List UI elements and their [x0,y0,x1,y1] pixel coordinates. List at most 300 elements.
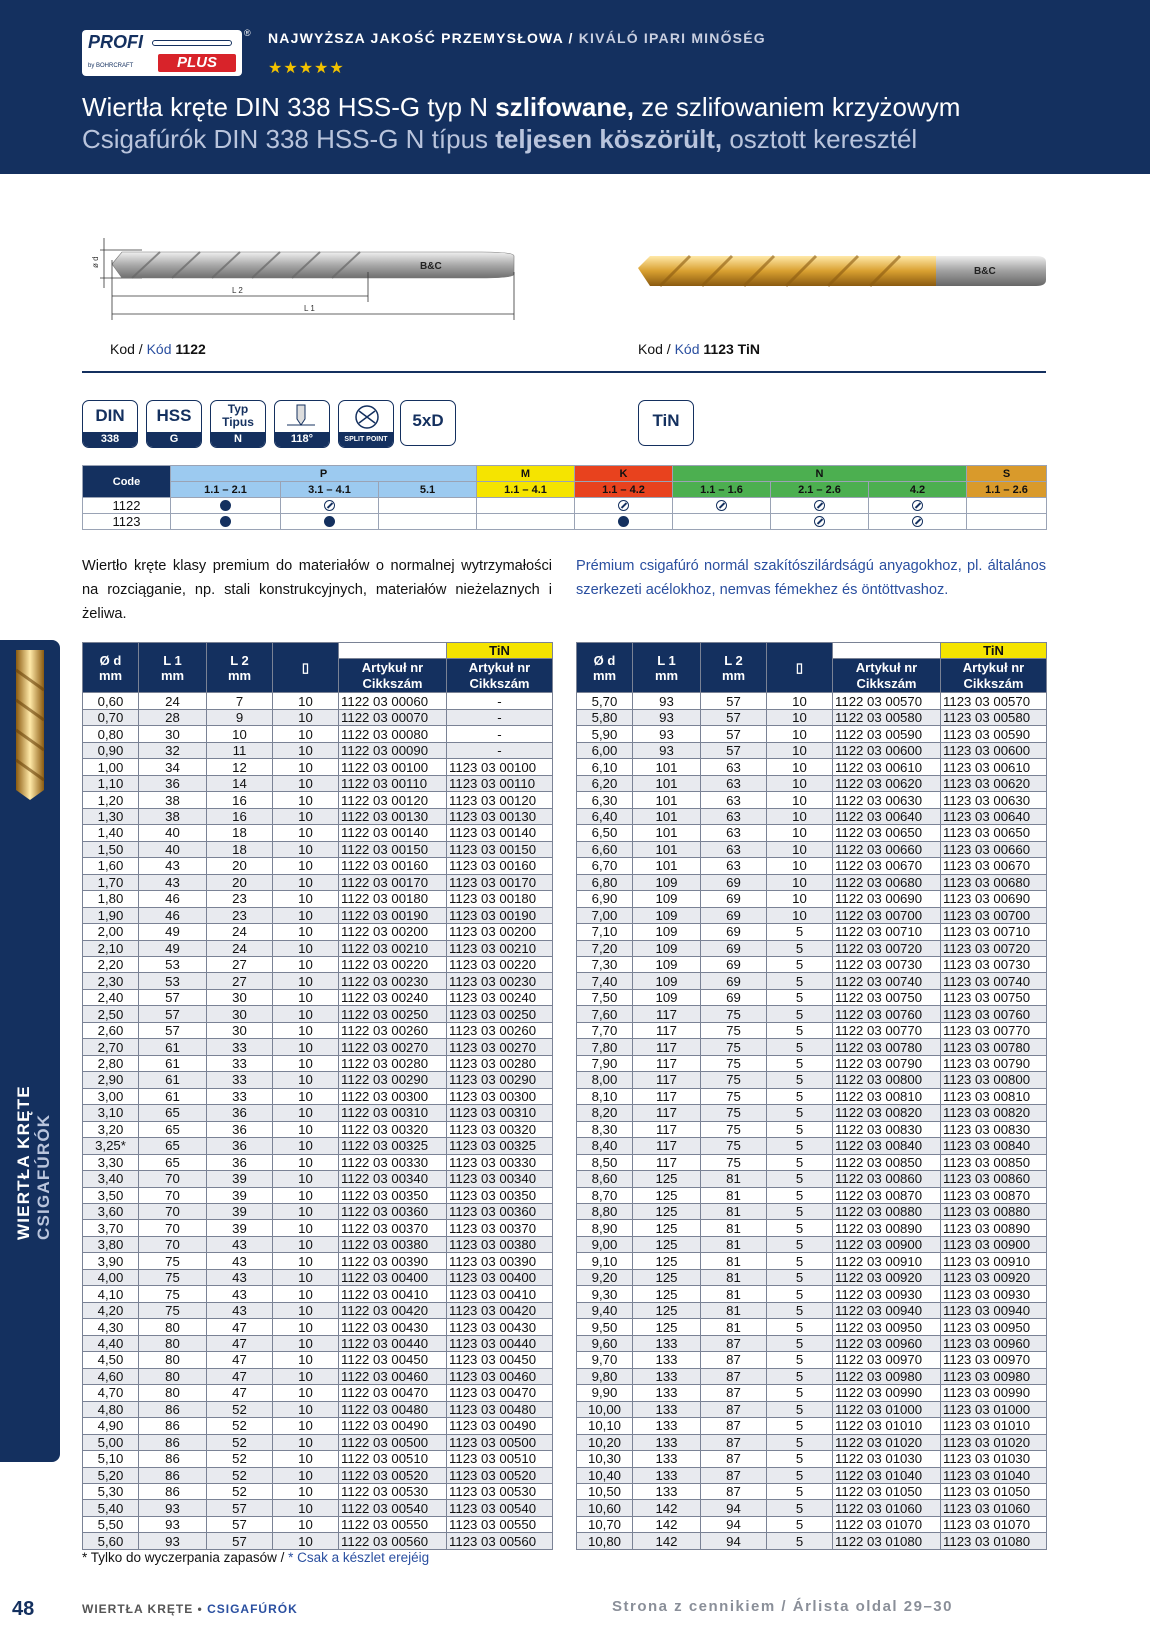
table-row [83,973,553,989]
l2-cell: 39 [207,1220,273,1236]
article-1123-cell: 1123 03 00930 [941,1286,1047,1302]
col-l2-label: L 2 [230,652,249,668]
article-1122-cell: 1122 03 00630 [833,792,941,808]
conditionally-suitable-icon [912,516,923,527]
package-qty-cell: 10 [273,1105,339,1121]
l1-cell: 53 [139,973,207,989]
table-row [83,1335,553,1351]
article-1122-cell: 1122 03 00340 [339,1171,447,1187]
diameter-cell: 3,40 [83,1171,139,1187]
package-qty-cell: 5 [767,1039,833,1055]
package-qty-cell: 10 [273,907,339,923]
l1-cell: 93 [633,709,701,725]
l1-cell: 117 [633,1088,701,1104]
package-qty-cell: 10 [767,891,833,907]
table-row [83,1385,553,1401]
l2-cell: 81 [701,1286,767,1302]
diameter-cell: 9,50 [577,1319,633,1335]
l2-cell: 69 [701,989,767,1005]
article-1122-cell: 1122 03 01070 [833,1516,941,1532]
package-qty-cell: 10 [273,1335,339,1351]
diameter-cell: 1,80 [83,891,139,907]
package-qty-cell: 10 [767,693,833,709]
diameter-cell: 4,50 [83,1352,139,1368]
table-row [83,1055,553,1071]
table-row [83,1121,553,1137]
l2-cell: 57 [701,726,767,742]
article-1123-cell: 1123 03 00210 [447,940,553,956]
table-row [83,792,553,808]
l2-cell: 75 [701,1006,767,1022]
range-cell: 4.2 [869,482,967,498]
article-1123-cell: 1123 03 00310 [447,1105,553,1121]
article-1123-cell: 1123 03 00110 [447,775,553,791]
l1-cell: 125 [633,1286,701,1302]
article-1122-cell: 1122 03 00560 [339,1533,447,1549]
l1-cell: 43 [139,858,207,874]
l1-cell: 142 [633,1516,701,1532]
package-qty-cell: 10 [273,1401,339,1417]
package-qty-cell: 10 [273,1187,339,1203]
l1-cell: 65 [139,1105,207,1121]
table-row [83,940,553,956]
article-1122-cell: 1122 03 00330 [339,1154,447,1170]
article-1123-cell: 1123 03 01010 [941,1418,1047,1434]
article-1122-cell: 1122 03 00710 [833,924,941,940]
l2-cell: 69 [701,924,767,940]
package-qty-cell: 10 [767,808,833,824]
l1-cell: 101 [633,775,701,791]
article-1122-cell: 1122 03 00090 [339,742,447,758]
package-qty-cell: 5 [767,1006,833,1022]
diameter-cell: 5,00 [83,1434,139,1450]
package-qty-cell: 10 [273,742,339,758]
table-row [83,924,553,940]
article-1122-cell: 1122 03 00790 [833,1055,941,1071]
article-1122-cell: 1122 03 01000 [833,1401,941,1417]
l1-cell: 70 [139,1220,207,1236]
logo-by: by BOHRCRAFT [88,63,134,69]
l2-cell: 47 [207,1385,273,1401]
l1-cell: 117 [633,1105,701,1121]
footer-price-hu: Árlista oldal 29–30 [792,1598,953,1615]
l1-cell: 86 [139,1418,207,1434]
table-row [83,1302,553,1318]
badge-bottom: N [211,432,265,447]
package-qty-cell: 5 [767,1138,833,1154]
article-1122-cell: 1122 03 00060 [339,693,447,709]
l2-cell: 18 [207,841,273,857]
badge-top: 5xD [412,411,444,430]
table-row [577,1088,1047,1104]
l2-cell: 33 [207,1072,273,1088]
l2-cell: 47 [207,1335,273,1351]
package-qty-cell: 10 [767,825,833,841]
article-1123-cell: 1123 03 00690 [941,891,1047,907]
diameter-cell: 10,70 [577,1516,633,1532]
article-1122-cell: 1122 03 00500 [339,1434,447,1450]
table-row [83,1269,553,1285]
l1-cell: 125 [633,1319,701,1335]
article-1122-cell: 1122 03 00690 [833,891,941,907]
kod-value: 1123 TiN [703,341,760,357]
package-qty-cell: 5 [767,1286,833,1302]
l2-cell: 16 [207,792,273,808]
l1-cell: 109 [633,907,701,923]
tagline-sep: / [563,30,579,46]
article-1122-cell: 1122 03 00770 [833,1022,941,1038]
article-1123-cell: 1123 03 01070 [941,1516,1047,1532]
table-row [577,1385,1047,1401]
l1-cell: 40 [139,825,207,841]
package-qty-cell: 5 [767,1434,833,1450]
article-1122-cell: 1122 03 01040 [833,1467,941,1483]
table-row [83,1220,553,1236]
material-suitability-cell [171,498,281,514]
diameter-cell: 7,50 [577,989,633,1005]
l2-cell: 36 [207,1154,273,1170]
col-cikk-label: Cikkszám [469,675,530,691]
table-row [577,1154,1047,1170]
l2-cell: 52 [207,1401,273,1417]
l1-cell: 117 [633,1022,701,1038]
l1-cell: 93 [633,693,701,709]
table-row [577,1368,1047,1384]
table-row [577,742,1047,758]
diameter-cell: 1,30 [83,808,139,824]
l1-cell: 43 [139,874,207,890]
package-qty-cell: 10 [273,841,339,857]
table-row [83,1401,553,1417]
registered-icon: ® [244,28,251,38]
diameter-cell: 1,70 [83,874,139,890]
l2-cell: 27 [207,956,273,972]
l2-cell: 33 [207,1039,273,1055]
material-suitability-cell [575,514,673,530]
article-1123-cell: 1123 03 00360 [447,1204,553,1220]
article-1122-cell: 1122 03 00760 [833,1006,941,1022]
l2-cell: 87 [701,1401,767,1417]
table-row [577,1269,1047,1285]
l1-cell: 117 [633,1072,701,1088]
package-qty-cell: 10 [273,1533,339,1549]
package-qty-cell: 10 [273,1286,339,1302]
table-row [577,1253,1047,1269]
l1-cell: 133 [633,1385,701,1401]
l2-cell: 63 [701,808,767,824]
din-badge [82,400,138,448]
l2-cell: 69 [701,940,767,956]
table-row [577,1418,1047,1434]
l1-cell: 109 [633,891,701,907]
diameter-cell: 6,60 [577,841,633,857]
table-row [83,1105,553,1121]
diameter-cell: 3,50 [83,1187,139,1203]
footer-price-ref [612,1598,953,1615]
article-1123-cell: 1123 03 00670 [941,858,1047,874]
package-qty-cell: 10 [273,924,339,940]
article-1123-cell: 1123 03 00120 [447,792,553,808]
l1-cell: 101 [633,759,701,775]
article-1123-cell: 1123 03 00980 [941,1368,1047,1384]
l2-cell: 24 [207,940,273,956]
diameter-cell: 5,20 [83,1467,139,1483]
package-qty-cell: 10 [767,726,833,742]
table-row [577,1039,1047,1055]
article-1122-cell: 1122 03 00230 [339,973,447,989]
diameter-cell: 6,30 [577,792,633,808]
diameter-cell: 4,40 [83,1335,139,1351]
table-row [577,907,1047,923]
table-row [577,1220,1047,1236]
article-1122-cell: 1122 03 00780 [833,1039,941,1055]
suitable-icon [220,500,231,511]
package-qty-cell: 10 [767,759,833,775]
article-1122-cell: 1122 03 00550 [339,1516,447,1532]
col-l1-label: L 1 [163,652,182,668]
package-qty-cell: 10 [273,1467,339,1483]
col-cikk-label: Cikkszám [856,675,917,691]
col-unit: mm [721,667,746,683]
diameter-cell: 0,60 [83,693,139,709]
diameter-cell: 5,30 [83,1483,139,1499]
l1-cell: 36 [139,775,207,791]
article-1122-cell: 1122 03 00380 [339,1236,447,1252]
col-tin: TiN [941,643,1047,659]
article-1123-cell: 1123 03 00920 [941,1269,1047,1285]
col-article-1123 [941,659,1047,693]
article-1123-cell: 1123 03 00870 [941,1187,1047,1203]
l1-cell: 57 [139,1006,207,1022]
article-1123-cell: 1123 03 00320 [447,1121,553,1137]
diameter-cell: 10,80 [577,1533,633,1549]
diameter-cell: 2,20 [83,956,139,972]
l2-cell: 87 [701,1434,767,1450]
package-qty-cell: 10 [273,1204,339,1220]
diameter-cell: 2,40 [83,989,139,1005]
diameter-cell: 9,70 [577,1352,633,1368]
kod-hu-label: Kód [146,341,172,357]
article-1123-cell: 1123 03 00770 [941,1022,1047,1038]
table-row [83,1022,553,1038]
table-row [83,1352,553,1368]
article-1122-cell: 1122 03 00370 [339,1220,447,1236]
article-1122-cell: 1122 03 00890 [833,1220,941,1236]
l1-cell: 117 [633,1006,701,1022]
article-1123-cell: 1123 03 00520 [447,1467,553,1483]
l2-cell: 81 [701,1302,767,1318]
article-1123-cell: 1123 03 01000 [941,1401,1047,1417]
l1-cell: 38 [139,792,207,808]
l1-cell: 86 [139,1401,207,1417]
diameter-cell: 1,20 [83,792,139,808]
l2-cell: 39 [207,1171,273,1187]
article-1123-cell: 1123 03 00100 [447,759,553,775]
l1-cell: 80 [139,1335,207,1351]
article-1122-cell: 1122 03 00480 [339,1401,447,1417]
description-hu: Prémium csigafúró normál szakítószilárdságú anyagokhoz, pl. általános szerkezeti acélokhoz, nemvas fémekhez és öntöttvashoz. [576,558,1046,598]
article-1123-cell: 1123 03 00510 [447,1451,553,1467]
drill-brand-label: B&C [420,261,442,272]
table-row [83,1533,553,1549]
table-row [577,1286,1047,1302]
diameter-cell: 7,20 [577,940,633,956]
l1-cell: 86 [139,1483,207,1499]
title-pl-bold: szlifowane, [495,92,634,122]
package-qty-cell: 5 [767,1269,833,1285]
tin-badge [638,400,694,446]
article-1122-cell: 1122 03 00750 [833,989,941,1005]
diameter-cell: 5,60 [83,1533,139,1549]
package-qty-cell: 10 [273,1434,339,1450]
diameter-cell: 6,40 [577,808,633,824]
l1-cell: 93 [633,742,701,758]
package-qty-cell: 10 [767,874,833,890]
l2-cell: 52 [207,1418,273,1434]
package-qty-cell: 10 [273,874,339,890]
table-row [83,1187,553,1203]
footnote-pl: * Tylko do wyczerpania zapasów / [82,1550,289,1565]
l1-cell: 28 [139,709,207,725]
group-m: M [477,466,575,482]
range-cell: 1.1 – 4.2 [575,482,673,498]
range-cell: 3.1 – 4.1 [281,482,379,498]
l2-cell: 10 [207,726,273,742]
package-qty-cell: 10 [273,1138,339,1154]
diameter-cell: 7,10 [577,924,633,940]
l1-cell: 75 [139,1302,207,1318]
diameter-cell: 7,70 [577,1022,633,1038]
package-qty-cell: 10 [273,1154,339,1170]
l1-cell: 65 [139,1154,207,1170]
table-row [83,1516,553,1532]
l2-cell: 63 [701,858,767,874]
article-1122-cell: 1122 03 00300 [339,1088,447,1104]
dim-d-label: ø d [91,256,100,268]
article-1122-cell: 1122 03 00940 [833,1302,941,1318]
diameter-cell: 9,30 [577,1286,633,1302]
footnote [82,1550,429,1565]
diameter-cell: 5,70 [577,693,633,709]
package-qty-cell: 10 [273,1220,339,1236]
l2-cell: 9 [207,709,273,725]
package-qty-cell: 5 [767,1187,833,1203]
article-1123-cell: 1123 03 00300 [447,1088,553,1104]
l1-cell: 46 [139,891,207,907]
l2-cell: 81 [701,1187,767,1203]
table-row [577,1055,1047,1071]
package-qty-cell: 10 [273,956,339,972]
l1-cell: 93 [633,726,701,742]
table-row [83,841,553,857]
package-qty-cell: 10 [273,1319,339,1335]
material-row-code: 1122 [83,498,171,514]
drill-brand-label: B&C [974,266,996,277]
l1-cell: 49 [139,940,207,956]
table-row [83,742,553,758]
package-qty-cell: 10 [273,1483,339,1499]
description-pl: Wiertło kręte klasy premium do materiałów o normalnej wytrzymałości na rozciąganie, np. stali konstrukcyjnych, materiałów nieżelaznych i żeliwa. [82,558,552,622]
divider [82,371,1046,373]
badge-bottom: 118° [275,432,329,447]
table-row [83,891,553,907]
l2-cell: 63 [701,775,767,791]
footer-sep: • [193,1602,208,1616]
table-row [577,1072,1047,1088]
article-1122-cell: 1122 03 00980 [833,1368,941,1384]
article-1123-cell: - [447,742,553,758]
package-qty-cell: 10 [273,1121,339,1137]
l2-cell: 30 [207,1022,273,1038]
l2-cell: 69 [701,891,767,907]
diameter-cell: 10,40 [577,1467,633,1483]
suitable-icon [618,516,629,527]
package-qty-cell: 10 [767,841,833,857]
l2-cell: 57 [701,693,767,709]
l2-cell: 94 [701,1533,767,1549]
diameter-cell: 9,90 [577,1385,633,1401]
diameter-cell: 2,70 [83,1039,139,1055]
article-1122-cell: 1122 03 00390 [339,1253,447,1269]
diameter-cell: 0,90 [83,742,139,758]
l2-cell: 63 [701,825,767,841]
package-qty-cell: 10 [273,1088,339,1104]
l2-cell: 30 [207,1006,273,1022]
package-qty-cell: 10 [273,1253,339,1269]
l2-cell: 81 [701,1253,767,1269]
l2-cell: 87 [701,1352,767,1368]
col-l2 [207,643,273,693]
table-row [577,1483,1047,1499]
package-qty-cell: 5 [767,924,833,940]
l1-cell: 101 [633,792,701,808]
article-1122-cell: 1122 03 00220 [339,956,447,972]
article-1122-cell: 1122 03 00950 [833,1319,941,1335]
diameter-cell: 7,30 [577,956,633,972]
table-row [577,1138,1047,1154]
diameter-cell: 1,40 [83,825,139,841]
conditionally-suitable-icon [618,500,629,511]
diameter-cell: 6,80 [577,874,633,890]
l2-cell: 81 [701,1171,767,1187]
package-qty-cell: 5 [767,1418,833,1434]
article-1123-cell: 1123 03 00220 [447,956,553,972]
l2-cell: 57 [701,742,767,758]
package-qty-cell: 5 [767,1467,833,1483]
article-1123-cell: 1123 03 00330 [447,1154,553,1170]
article-1122-cell: 1122 03 00640 [833,808,941,824]
article-1122-cell: 1122 03 00150 [339,841,447,857]
article-1122-cell: 1122 03 00540 [339,1500,447,1516]
l1-cell: 65 [139,1138,207,1154]
l1-cell: 61 [139,1072,207,1088]
col-l1 [633,643,701,693]
article-1123-cell: 1123 03 00720 [941,940,1047,956]
title-pl-part: Wiertła kręte DIN 338 HSS-G typ N [82,92,496,122]
badge-bottom: 338 [83,432,137,447]
l1-cell: 53 [139,956,207,972]
col-blank [833,643,941,659]
l2-cell: 63 [701,792,767,808]
article-1123-cell: 1123 03 00380 [447,1236,553,1252]
diameter-cell: 4,00 [83,1269,139,1285]
article-1123-cell: 1123 03 00780 [941,1039,1047,1055]
package-qty-cell: 5 [767,1204,833,1220]
article-1122-cell: 1122 03 01060 [833,1500,941,1516]
kod-hu-label: Kód [674,341,700,357]
article-1123-cell: 1123 03 00420 [447,1302,553,1318]
material-suitability-cell [575,498,673,514]
